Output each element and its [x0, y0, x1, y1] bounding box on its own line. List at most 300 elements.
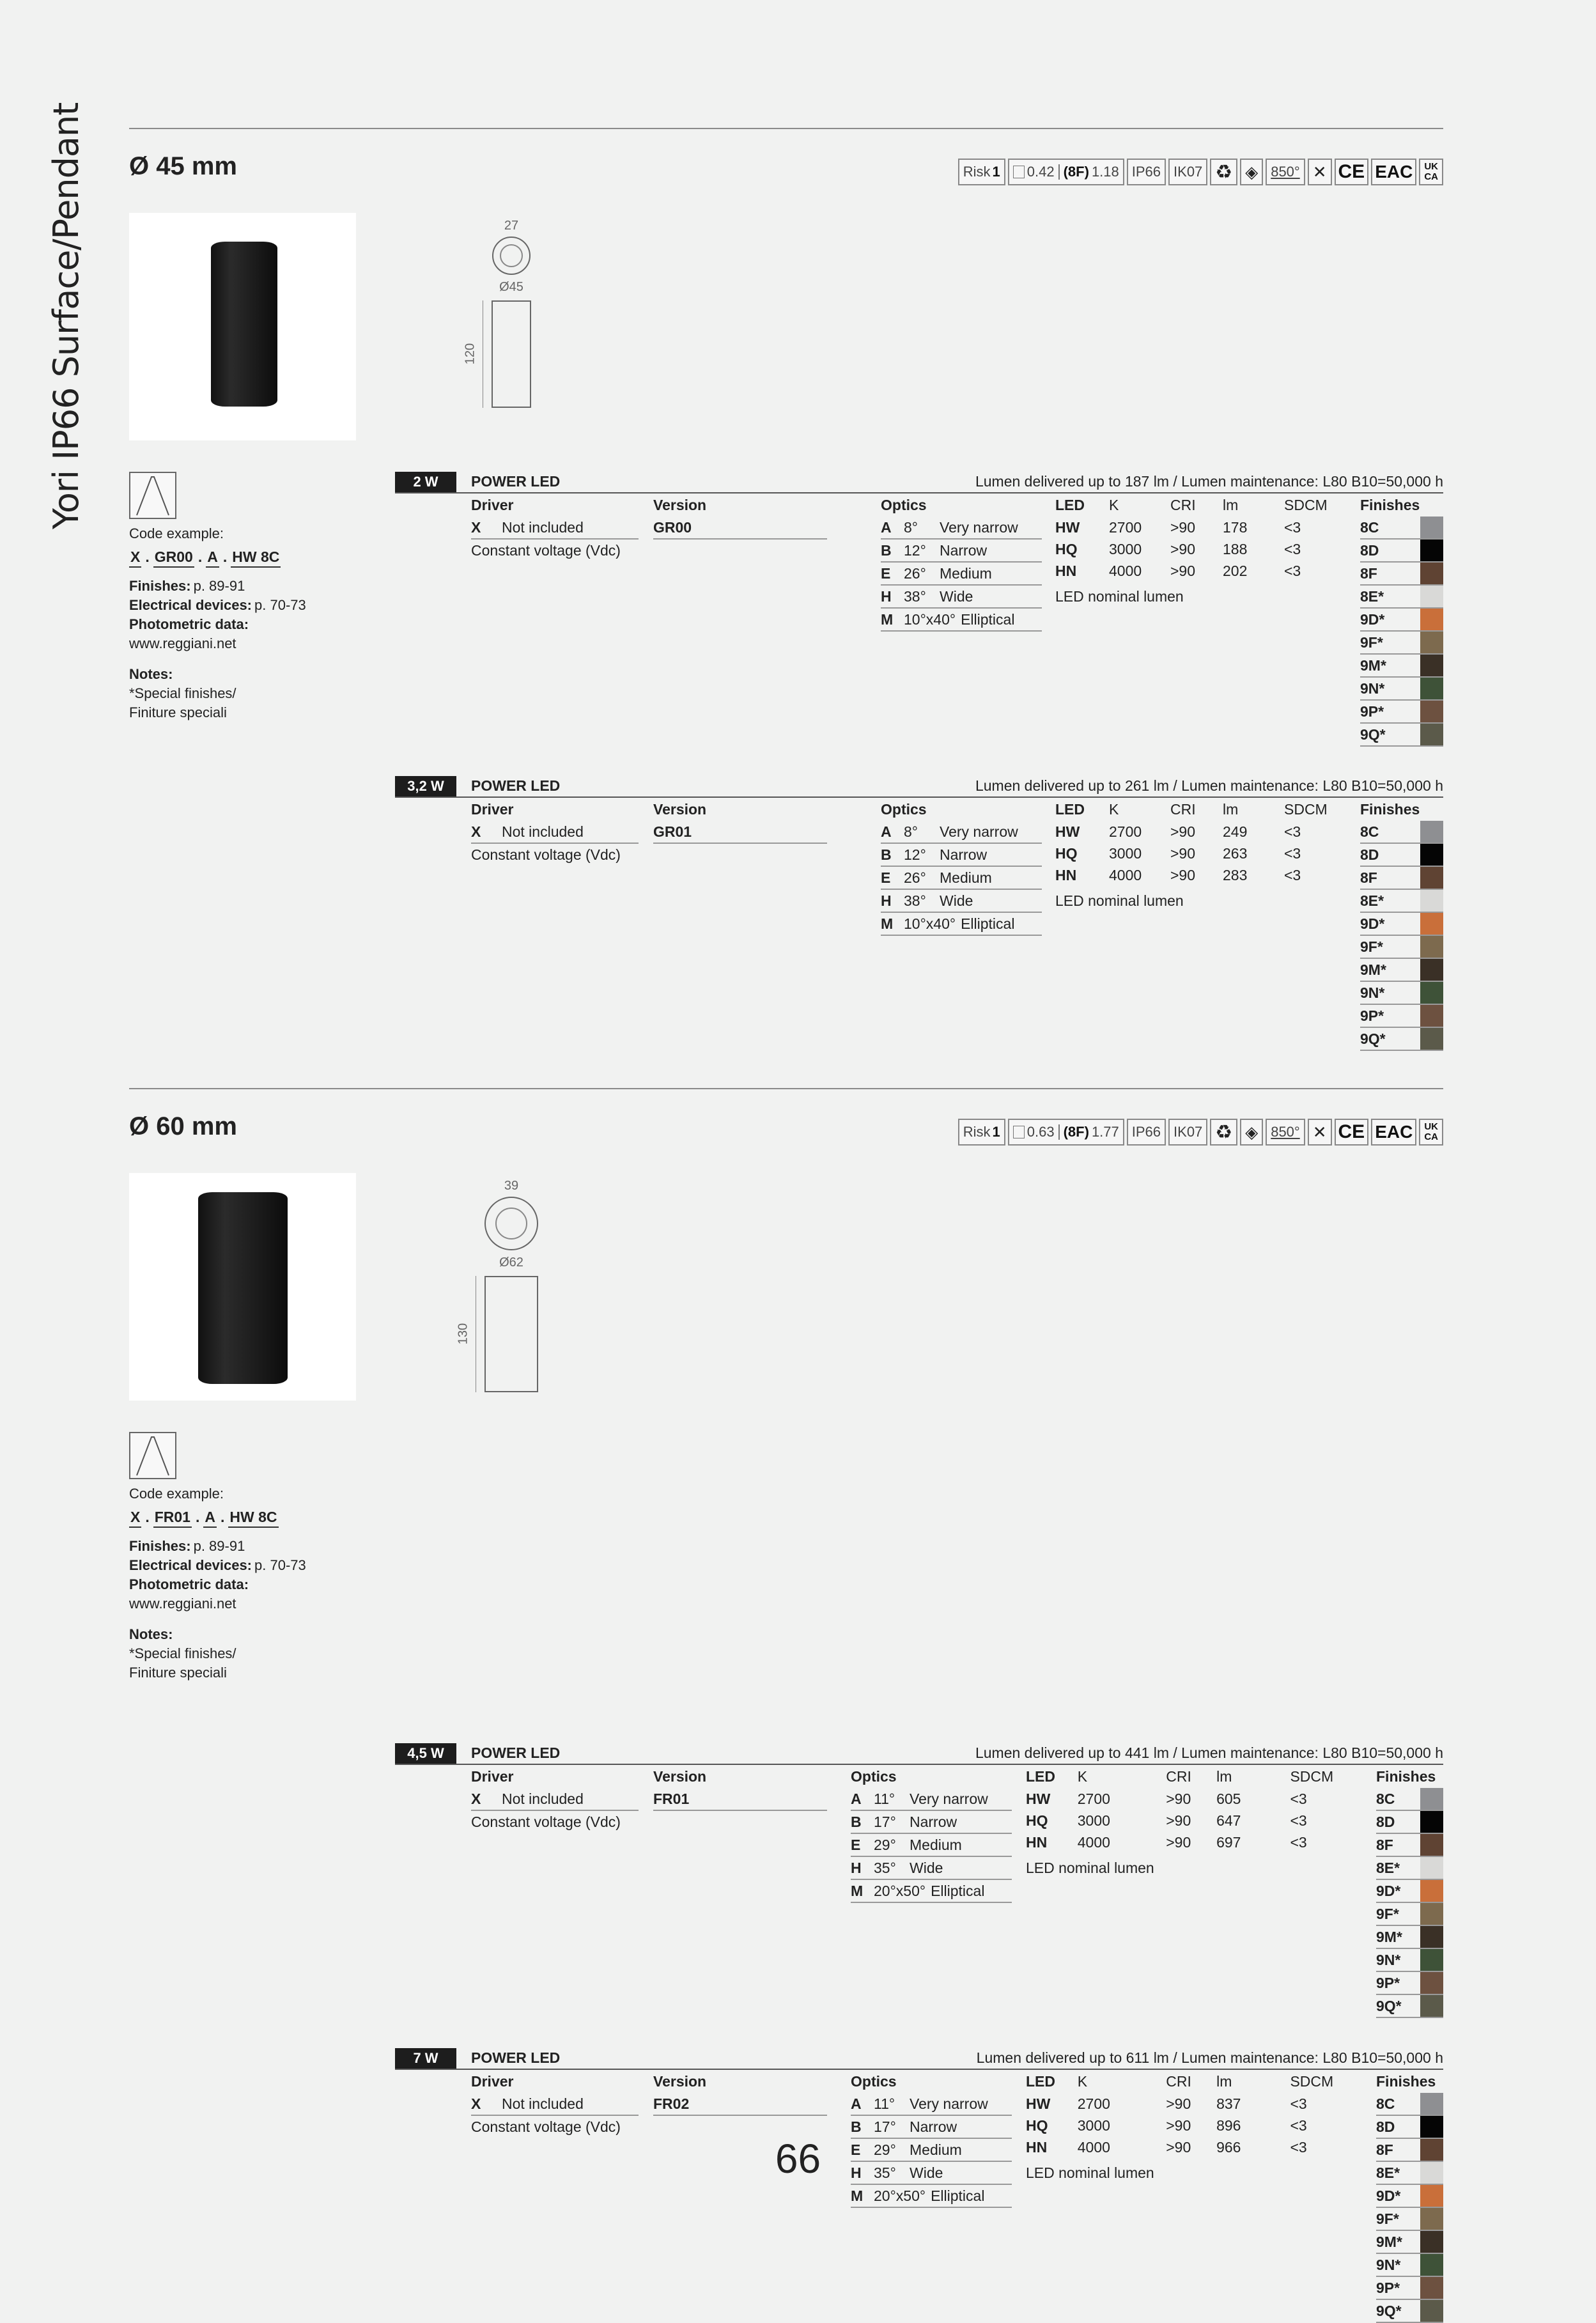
finish-row	[1360, 982, 1443, 1005]
code-example-label: Code example:	[129, 525, 224, 541]
lumen-info: Lumen delivered up to 441 lm / Lumen maintenance: L80 B10=50,000 h	[975, 1744, 1443, 1761]
led-header	[1026, 1765, 1345, 1788]
finish-swatch	[1420, 655, 1443, 676]
electrical-ref-value: p. 70-73	[254, 1557, 306, 1573]
led-value: 4000	[1109, 867, 1142, 883]
finish-code: 9P*	[1360, 1007, 1384, 1024]
code-part: HW 8C	[231, 547, 281, 568]
finish-row	[1360, 632, 1443, 655]
optics-row	[851, 2185, 1012, 2208]
lumen-info: Lumen delivered up to 261 lm / Lumen maintenance: L80 B10=50,000 h	[975, 777, 1443, 794]
finishes-column	[1376, 2070, 1443, 2323]
optics-column	[881, 798, 1042, 936]
finish-swatch	[1420, 913, 1443, 935]
finish-code: (8F)	[1063, 164, 1089, 180]
finish-swatch	[1420, 844, 1443, 866]
risk-badge	[958, 159, 1005, 185]
optics-angle: 11°	[874, 1791, 895, 1807]
finish-row	[1376, 2277, 1443, 2300]
optics-beam: Wide	[940, 588, 973, 605]
finish-row	[1360, 701, 1443, 724]
led-row	[1055, 538, 1336, 560]
temperature-badge	[1266, 1119, 1305, 1146]
finishes-column	[1360, 493, 1443, 747]
technical-drawing	[460, 219, 588, 467]
led-header-led: LED	[1055, 497, 1085, 513]
recycle-icon: ♻	[1210, 1119, 1237, 1146]
finish-row	[1360, 844, 1443, 867]
weight-badge	[1008, 159, 1124, 185]
led-type: POWER LED	[471, 2049, 561, 2066]
led-nominal-note: LED nominal lumen	[1026, 2164, 1154, 2181]
ip-badge: IP66	[1127, 1119, 1166, 1146]
led-value: <3	[1284, 519, 1301, 536]
side-info	[129, 1484, 346, 1682]
code-part: A	[206, 547, 219, 568]
photometric-label: Photometric data:	[129, 616, 249, 632]
version-code: GR01	[653, 821, 827, 844]
version-code: GR00	[653, 517, 827, 540]
finish-code: 9D*	[1360, 611, 1385, 628]
notes-label: Notes:	[129, 1626, 173, 1642]
led-value: <3	[1290, 1812, 1307, 1829]
finish-code: 8D	[1360, 542, 1379, 559]
optics-angle: 10°x40°	[904, 611, 956, 628]
beam-icon	[129, 472, 176, 519]
led-header-lm: lm	[1223, 497, 1239, 513]
optics-header: Optics	[881, 801, 927, 818]
led-value: <3	[1284, 563, 1301, 579]
led-header-sdcm: SDCM	[1284, 801, 1328, 818]
led-code: HN	[1026, 2139, 1048, 2156]
led-value: 4000	[1077, 2139, 1110, 2156]
optics-beam: Narrow	[940, 542, 988, 559]
finish-row	[1376, 1903, 1443, 1926]
section-divider	[129, 1088, 1443, 1089]
driver-header: Driver	[471, 2073, 514, 2090]
finish-row	[1360, 540, 1443, 563]
led-header-k: K	[1077, 2073, 1088, 2090]
led-value: 2700	[1109, 519, 1142, 536]
finishes-ref	[129, 1537, 346, 1556]
finish-code: 9M*	[1360, 961, 1386, 978]
side-view-rect	[492, 300, 531, 408]
finish-swatch	[1420, 959, 1443, 981]
finish-swatch	[1420, 1949, 1443, 1971]
led-value: <3	[1284, 823, 1301, 840]
finish-row	[1376, 1926, 1443, 1949]
optics-beam: Wide	[910, 1860, 943, 1876]
finish-row	[1376, 1949, 1443, 1972]
finishes-ref-value: p. 89-91	[193, 578, 245, 594]
technical-drawing	[456, 1179, 588, 1427]
led-column	[1055, 493, 1336, 607]
finish-row	[1360, 867, 1443, 890]
finish-swatch	[1420, 821, 1443, 843]
photometric-link[interactable]: www.reggiani.net	[129, 635, 236, 651]
finish-code: 8C	[1376, 1791, 1395, 1807]
finish-row	[1360, 609, 1443, 632]
optics-code: M	[851, 1883, 864, 1899]
driver-column	[471, 1765, 639, 1833]
electrical-ref-value: p. 70-73	[254, 597, 306, 613]
wattage-badge: 3,2 W	[395, 776, 456, 796]
led-value: <3	[1290, 1834, 1307, 1851]
finish-swatch	[1420, 2208, 1443, 2230]
led-value: <3	[1290, 1791, 1307, 1807]
led-code: HN	[1055, 563, 1077, 579]
code-example	[129, 1507, 346, 1528]
section-divider	[129, 128, 1443, 129]
spec-block	[395, 2048, 1443, 2319]
optics-row	[881, 517, 1042, 540]
finish-code: 8E*	[1376, 1860, 1400, 1876]
finish-code: 8D	[1376, 2118, 1395, 2135]
optics-angle: 12°	[904, 846, 926, 863]
led-nominal-note: LED nominal lumen	[1055, 588, 1184, 605]
led-row	[1026, 2093, 1345, 2115]
dim-top: 39	[504, 1179, 519, 1193]
photometric-link[interactable]: www.reggiani.net	[129, 1596, 236, 1612]
version-code: FR01	[653, 1788, 827, 1811]
code-dot: .	[195, 1509, 200, 1525]
finishes-ref-label: Finishes:	[129, 1538, 191, 1554]
photometric-label: Photometric data:	[129, 1576, 249, 1592]
spec-block	[395, 1743, 1443, 2014]
optics-angle: 10°x40°	[904, 915, 956, 932]
finish-code: 8D	[1360, 846, 1379, 863]
optics-row	[881, 609, 1042, 632]
finish-row	[1360, 655, 1443, 678]
driver-code: X	[471, 1791, 481, 1807]
optics-row	[881, 540, 1042, 563]
code-dot: .	[221, 1509, 225, 1525]
dim-diameter: Ø62	[499, 1255, 523, 1270]
finish-code: 8F	[1360, 565, 1377, 582]
code-part: FR01	[153, 1507, 192, 1528]
led-code: HW	[1055, 823, 1080, 840]
finish-row	[1376, 2093, 1443, 2116]
finish-code: 9N*	[1376, 2257, 1401, 2273]
finish-code: 8F	[1360, 869, 1377, 886]
finish-code: 8C	[1360, 519, 1379, 536]
led-header-k: K	[1109, 497, 1119, 513]
finish-swatch	[1420, 609, 1443, 630]
driver-desc: Not included	[502, 519, 584, 536]
temperature-badge	[1266, 159, 1305, 185]
ik-badge: IK07	[1168, 1119, 1207, 1146]
optics-row	[881, 867, 1042, 890]
section-title: Ø 45 mm	[129, 152, 237, 180]
optics-beam: Elliptical	[931, 2187, 985, 2204]
code-dot: .	[198, 548, 203, 565]
led-row	[1055, 843, 1336, 864]
led-column	[1026, 1765, 1345, 1879]
led-type: POWER LED	[471, 473, 561, 490]
optics-beam: Medium	[910, 1837, 962, 1853]
led-row	[1055, 864, 1336, 886]
finish-swatch	[1420, 678, 1443, 699]
risk-value: 1	[992, 164, 1000, 180]
optics-beam: Elliptical	[961, 915, 1015, 932]
lumen-info: Lumen delivered up to 187 lm / Lumen maintenance: L80 B10=50,000 h	[975, 473, 1443, 490]
led-value: >90	[1170, 867, 1196, 883]
optics-angle: 8°	[904, 519, 918, 536]
weight-badge	[1008, 1119, 1124, 1146]
optics-beam: Narrow	[940, 846, 988, 863]
code-dot: .	[222, 548, 228, 565]
optics-row	[851, 1880, 1012, 1903]
led-header-led: LED	[1055, 801, 1085, 818]
finish-row	[1376, 1995, 1443, 2018]
led-code: HN	[1026, 1834, 1048, 1851]
code-example-label: Code example:	[129, 1486, 224, 1502]
led-value: 3000	[1109, 845, 1142, 862]
optics-beam: Elliptical	[961, 611, 1015, 628]
optics-angle: 17°	[874, 2118, 896, 2135]
finish-swatch	[1420, 890, 1443, 912]
led-value: 837	[1216, 2095, 1241, 2112]
ik-badge: IK07	[1168, 159, 1207, 185]
led-value: 647	[1216, 1812, 1241, 1829]
finish-swatch	[1420, 2300, 1443, 2322]
spec-header	[395, 776, 1443, 798]
optics-angle: 26°	[904, 565, 926, 582]
led-row	[1055, 517, 1336, 538]
driver-desc: Not included	[502, 823, 584, 840]
optics-code: M	[851, 2187, 864, 2204]
finish-code: 9P*	[1360, 703, 1384, 720]
optics-code: B	[851, 1814, 862, 1830]
section-title: Ø 60 mm	[129, 1112, 237, 1140]
finish-row	[1376, 1788, 1443, 1811]
optics-angle: 29°	[874, 2141, 896, 2158]
finish-swatch	[1420, 1788, 1443, 1810]
finish-code: 9N*	[1360, 984, 1385, 1001]
finish-swatch	[1420, 1926, 1443, 1948]
optics-column	[881, 493, 1042, 632]
led-value: 188	[1223, 541, 1248, 557]
led-type: POWER LED	[471, 1744, 561, 1761]
driver-code: X	[471, 519, 481, 536]
finish-code: 9Q*	[1360, 726, 1386, 743]
led-value: 2700	[1077, 2095, 1110, 2112]
led-value: 4000	[1109, 563, 1142, 579]
certification-badges	[958, 159, 1443, 185]
finish-code: 9M*	[1376, 1929, 1402, 1945]
led-code: HQ	[1055, 541, 1078, 557]
optics-beam: Medium	[940, 565, 992, 582]
optics-header: Optics	[881, 497, 927, 513]
optics-angle: 8°	[904, 823, 918, 840]
finish-swatch	[1420, 1857, 1443, 1879]
led-header-cri: CRI	[1166, 1768, 1191, 1785]
recycle-icon: ♻	[1210, 159, 1237, 185]
optics-beam: Very narrow	[940, 823, 1018, 840]
finish-row	[1376, 2231, 1443, 2254]
version-header: Version	[653, 2073, 707, 2090]
product-cylinder	[211, 242, 277, 407]
led-value: 4000	[1077, 1834, 1110, 1851]
finish-row	[1360, 913, 1443, 936]
finish-row	[1360, 959, 1443, 982]
finish-code: 9Q*	[1376, 1998, 1402, 2014]
led-value: >90	[1166, 2139, 1191, 2156]
led-value: 249	[1223, 823, 1248, 840]
class-icon: ◈	[1240, 159, 1263, 185]
led-header	[1055, 493, 1336, 517]
notes-line: *Special finishes/	[129, 685, 236, 701]
finish-row	[1360, 678, 1443, 701]
optics-beam: Narrow	[910, 1814, 957, 1830]
finishes-ref-value: p. 89-91	[193, 1538, 245, 1554]
driver-desc: Not included	[502, 2095, 584, 2112]
electrical-ref	[129, 596, 346, 615]
led-header-cri: CRI	[1170, 801, 1196, 818]
finish-code: 8F	[1376, 1837, 1393, 1853]
top-view-inner-circle	[495, 1208, 527, 1239]
finish-code: 9P*	[1376, 1975, 1400, 1991]
code-dot: .	[145, 1509, 150, 1525]
finishes-header: Finishes	[1360, 801, 1420, 818]
led-value: >90	[1170, 845, 1196, 862]
optics-header: Optics	[851, 1768, 897, 1785]
code-dot: .	[145, 548, 150, 565]
led-value: 3000	[1109, 541, 1142, 557]
eac-mark-icon: EAC	[1371, 159, 1416, 185]
optics-code: A	[881, 823, 892, 840]
finish-row	[1360, 1028, 1443, 1051]
finish-swatch	[1420, 563, 1443, 584]
optics-code: E	[881, 565, 891, 582]
finish-row	[1360, 936, 1443, 959]
finish-code: 9F*	[1376, 1906, 1399, 1922]
led-value: 2700	[1077, 1791, 1110, 1807]
driver-column	[471, 798, 639, 866]
version-header: Version	[653, 1768, 707, 1785]
spec-header	[395, 2048, 1443, 2070]
driver-desc: Not included	[502, 1791, 584, 1807]
optics-beam: Medium	[910, 2141, 962, 2158]
finish-swatch	[1420, 1880, 1443, 1902]
optics-angle: 11°	[874, 2095, 895, 2112]
version-column	[653, 493, 827, 540]
led-value: >90	[1166, 1791, 1191, 1807]
optics-angle: 35°	[874, 2164, 896, 2181]
led-header-lm: lm	[1216, 1768, 1232, 1785]
optics-code: B	[851, 2118, 862, 2135]
optics-beam: Elliptical	[931, 1883, 985, 1899]
finish-code: (8F)	[1063, 1124, 1089, 1140]
led-code: HQ	[1026, 2117, 1048, 2134]
finish-code: 9F*	[1360, 938, 1383, 955]
finish-code: 9D*	[1360, 915, 1385, 932]
notes-line: *Special finishes/	[129, 1645, 236, 1661]
driver-row	[471, 821, 639, 844]
finish-swatch	[1420, 724, 1443, 745]
finishes-header: Finishes	[1360, 497, 1420, 513]
eac-mark-icon: EAC	[1371, 1119, 1416, 1146]
finish-code: 8C	[1360, 823, 1379, 840]
temperature-value: 850°	[1271, 164, 1300, 180]
led-code: HQ	[1026, 1812, 1048, 1829]
optics-beam: Very narrow	[940, 519, 1018, 536]
version-column	[653, 2070, 827, 2116]
finish-row	[1376, 1880, 1443, 1903]
driver-column	[471, 493, 639, 561]
optics-angle: 17°	[874, 1814, 896, 1830]
finish-swatch	[1420, 2277, 1443, 2299]
ip-badge: IP66	[1127, 159, 1166, 185]
code-part: X	[129, 547, 141, 568]
ukca-mark-icon: UK CA	[1419, 1119, 1443, 1146]
led-value: <3	[1290, 2139, 1307, 2156]
led-header-k: K	[1109, 801, 1119, 818]
led-value: >90	[1166, 1834, 1191, 1851]
led-header-lm: lm	[1223, 801, 1239, 818]
led-value: 3000	[1077, 1812, 1110, 1829]
product-photo	[129, 1173, 356, 1401]
led-header-cri: CRI	[1166, 2073, 1191, 2090]
driver-code: X	[471, 823, 481, 840]
finish-swatch	[1420, 1811, 1443, 1833]
optics-beam: Wide	[910, 2164, 943, 2181]
finish-code: 9N*	[1360, 680, 1385, 697]
led-column	[1055, 798, 1336, 912]
led-value: 178	[1223, 519, 1248, 536]
wattage-badge: 2 W	[395, 472, 456, 492]
wattage-badge: 7 W	[395, 2048, 456, 2069]
led-value: 966	[1216, 2139, 1241, 2156]
electrical-ref-label: Electrical devices:	[129, 597, 252, 613]
finish-row	[1376, 2254, 1443, 2277]
finish-code: 9N*	[1376, 1952, 1401, 1968]
finish-swatch	[1420, 2231, 1443, 2253]
led-row	[1055, 560, 1336, 582]
optics-beam: Narrow	[910, 2118, 957, 2135]
optics-code: H	[881, 892, 892, 909]
driver-column	[471, 2070, 639, 2138]
led-code: HW	[1055, 519, 1080, 536]
finish-row	[1376, 1834, 1443, 1857]
led-value: >90	[1170, 563, 1196, 579]
optics-angle: 29°	[874, 1837, 896, 1853]
finish-code: 8C	[1376, 2095, 1395, 2112]
led-value: <3	[1284, 867, 1301, 883]
code-part: X	[129, 1507, 141, 1528]
finish-weight: 1.77	[1091, 1124, 1119, 1140]
risk-value: 1	[992, 1124, 1000, 1140]
optics-code: A	[881, 519, 892, 536]
version-column	[653, 798, 827, 844]
finish-code: 9Q*	[1360, 1030, 1386, 1047]
led-header-led: LED	[1026, 1768, 1055, 1785]
optics-beam: Wide	[940, 892, 973, 909]
finishes-ref	[129, 577, 346, 596]
optics-row	[851, 1834, 1012, 1857]
led-value: 896	[1216, 2117, 1241, 2134]
led-header	[1026, 2070, 1345, 2093]
optics-code: E	[851, 2141, 861, 2158]
optics-row	[881, 821, 1042, 844]
finish-swatch	[1420, 586, 1443, 607]
finish-weight: 1.18	[1091, 164, 1119, 180]
finish-row	[1360, 563, 1443, 586]
led-value: 2700	[1109, 823, 1142, 840]
version-header: Version	[653, 497, 707, 513]
optics-row	[851, 1788, 1012, 1811]
finish-code: 8E*	[1360, 588, 1384, 605]
